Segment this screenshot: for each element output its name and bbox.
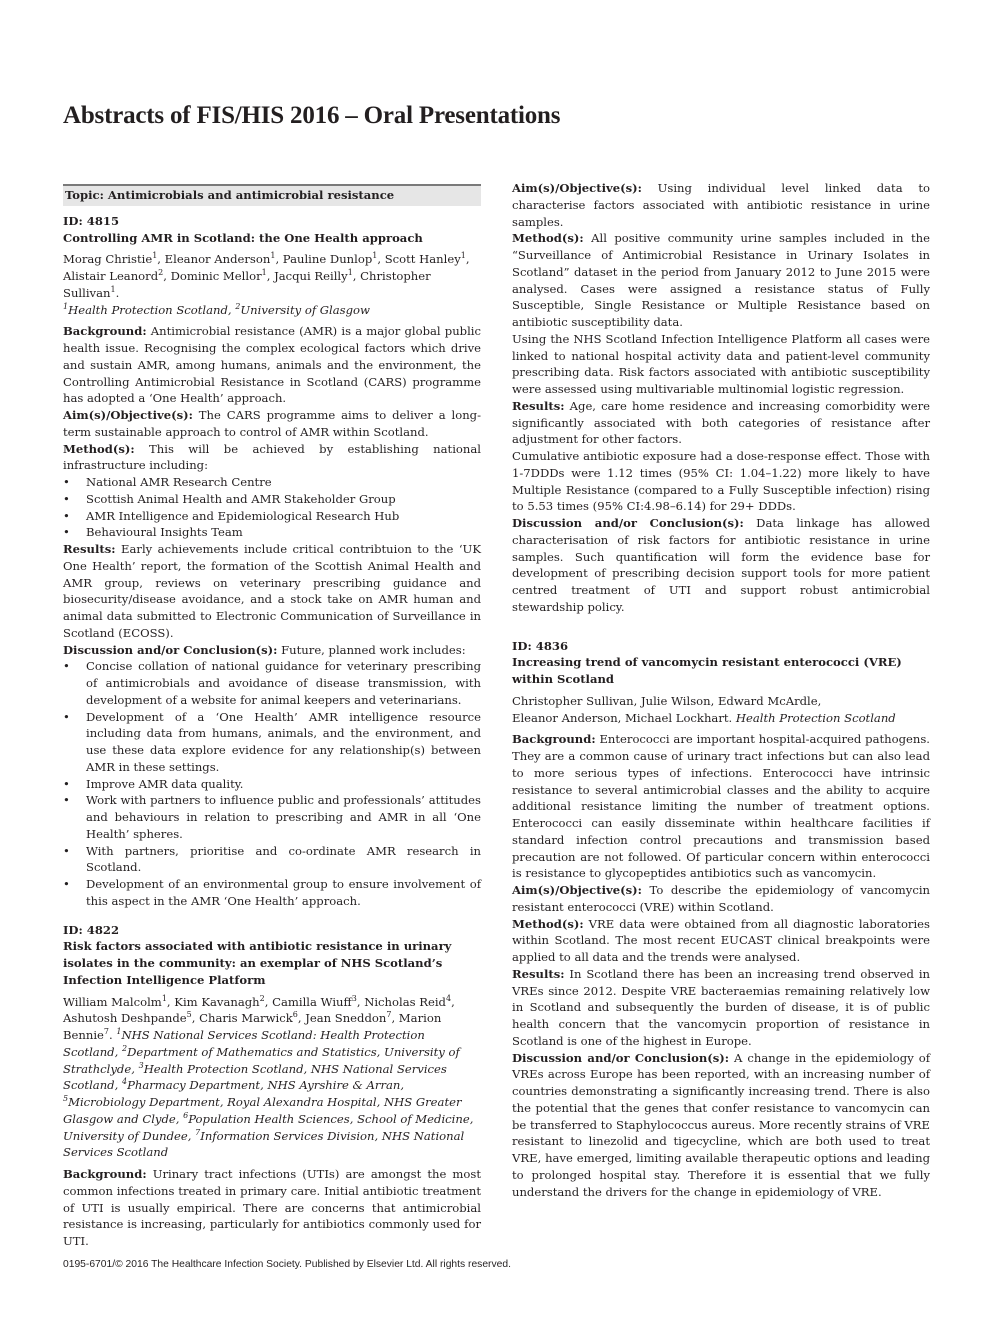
affiliation-mark: 7 [195, 1127, 201, 1137]
section-label: Aim(s)/Objective(s): [512, 181, 642, 195]
list-item: • Development of an environmental group to ensure involvement of this aspect in the AMR ‘One Health’ approach. [63, 876, 481, 910]
abstract-4836 [512, 638, 930, 1201]
discussion-paragraph [512, 1050, 930, 1201]
list-item: • Concise collation of national guidance for veterinary prescribing of antimicrobials and avoidance of disease transmission, with development of a website for animal keepers and veterinarians. [63, 658, 481, 708]
discussion-paragraph [63, 642, 481, 659]
discussion-paragraph [512, 515, 930, 616]
method-paragraph [512, 916, 930, 966]
section-text: VRE data were obtained from all diagnostic laboratories within Scotland. The most recent EUCAST clinical breakpoints were applied to all data and the trends were analysed. [512, 916, 930, 964]
section-label: Method(s): [512, 916, 584, 931]
section-text: Urinary tract infections (UTIs) are amongst the most common infections treated in primary care. Initial antibiotic treatment of UTI is usually empirical. There are concerns that antimicrobial resistance is increasing, particularly for antibiotics commonly used for UTI. [63, 1167, 481, 1248]
author: William Malcolm [63, 994, 162, 1009]
author: , Dominic Mellor [163, 269, 262, 283]
list-item: • Improve AMR data quality. [63, 776, 481, 793]
author-affiliation-mark: 3 [351, 993, 357, 1003]
section-label: Aim(s)/Objective(s): [63, 408, 193, 422]
discussion-list [63, 658, 481, 909]
section-label: Discussion and/or Conclusion(s): [63, 642, 278, 657]
abstract-4822 [63, 922, 481, 1250]
author-affiliation-mark: 7 [386, 1010, 392, 1020]
section-text: To describe the epidemiology of vancomycin resistant enterococci (VRE) within Scotland. [512, 883, 930, 914]
author-list-end: . [115, 285, 120, 300]
author-affiliation-mark: 2 [158, 268, 164, 278]
list-item: • Work with partners to influence public and professionals’ attitudes and behaviours in relation to prescribing and AMR in all ‘One Health’ spheres. [63, 792, 481, 842]
author-line: Christopher Sullivan, Julie Wilson, Edward McArdle, [512, 693, 822, 708]
author-list [63, 251, 481, 318]
abstract-title: Increasing trend of vancomycin resistant enterococci (VRE) within Scotland [512, 655, 902, 686]
author-affiliation-mark: 1 [261, 268, 267, 278]
page-title: Abstracts of FIS/HIS 2016 – Oral Presentations [63, 102, 561, 129]
section-text: Antimicrobial resistance (AMR) is a major global public health issue. Recognising the complex ecological factors which drive and sustain AMR, among humans, animals and the environment, the Controlling Antimicrobial Resistance in Scotland (CARS) programme has adopted a ‘One Health’ approach. [63, 324, 481, 406]
author: , Kim Kavanagh [166, 994, 260, 1009]
affiliation: Health Protection Scotland, [68, 302, 236, 317]
author: Morag Christie [63, 252, 153, 267]
section-text: Data linkage has allowed characterisation of risk factors for antibiotic resistance in urine samples. Such quantification will form the evidence base for development of prescribing decision support tools for more patient centred treatment of UTI and support robust antimicrobial stewardship policy. [512, 516, 930, 614]
author-affiliation-mark: 1 [152, 251, 158, 261]
affiliation: Health Protection Scotland [735, 710, 896, 725]
abstract-id: ID: 4815 [63, 213, 120, 228]
author: , Jacqui Reilly [266, 269, 348, 283]
author: , Jean Sneddon [297, 1011, 387, 1026]
affiliation-mark: 3 [138, 1060, 144, 1070]
affiliation: Pharmacy Department, NHS Ayrshire & Arran, [127, 1078, 405, 1093]
list-item: • Development of a ‘One Health’ AMR intelligence resource including data from humans, animals, and the environment, and use these data explore evidence for any relationship(s) between AMR in these settings. [63, 709, 481, 776]
author-list-end: . [108, 1028, 117, 1042]
affiliation-mark: 2 [235, 301, 241, 311]
abstract-title: Risk factors associated with antibiotic resistance in urinary isolates in the community: an exemplar of NHS Scotland’s Infection Intelligence Platform [63, 939, 452, 987]
affiliation: Microbiology Department, Royal Alexandra Hospital, NHS Greater Glasgow and Clyde, [63, 1095, 462, 1126]
section-label: Aim(s)/Objective(s): [512, 883, 642, 897]
author-affiliation-mark: 1 [347, 268, 353, 278]
section-text: Enterococci are important hospital-acquired pathogens. They are a common cause of urinary tract infections but can also lead to more serious types of infections. Enterococci have intrinsic resistance to several antimicrobial classes and the ability to acquire additional resistance limiting the number of treatment options. Enterococci can easily disseminate within healthcare facilities if standard infection control precautions and transmission based precaution are not followed. Of particular concern within enterococci is resistance to glycopeptides antibiotics such as vancomycin. [512, 732, 930, 881]
abstract-4822-continued [512, 180, 930, 616]
method-paragraph [63, 441, 481, 475]
section-label: Discussion and/or Conclusion(s): [512, 1050, 730, 1065]
author-affiliation-mark: 1 [460, 251, 466, 261]
author-affiliation-mark: 6 [292, 1010, 298, 1020]
section-text: All positive community urine samples included in the “Surveillance of Antimicrobial Resistance in Urinary Isolates in Scotland” dataset in the period from January 2012 to June 2015 were analysed. Cases were assigned a resistance status of Fully Susceptible, Single Resistance or Multiple Resistance based on antibiotic susceptibility data. [512, 231, 930, 329]
list-item: • Behavioural Insights Team [63, 524, 481, 541]
author: , Alistair Leanord [63, 252, 470, 283]
author: , Camilla Wiuff [264, 994, 352, 1009]
affiliations [63, 1028, 473, 1159]
right-column [512, 180, 930, 1200]
affiliation: University of Glasgow [240, 302, 370, 317]
author-line: Eleanor Anderson, Michael Lockhart. [512, 710, 736, 725]
abstract-id: ID: 4822 [63, 922, 120, 937]
abstract-title: Controlling AMR in Scotland: the One Health approach [63, 230, 423, 245]
affiliation: Population Health Sciences, School of Medicine, University of Dundee, [63, 1111, 474, 1143]
section-text: Age, care home residence and increasing comorbidity were significantly associated with both categories of resistance after adjustment for other factors. [512, 398, 930, 447]
list-item: • With partners, prioritise and co-ordinate AMR research in Scotland. [63, 843, 481, 877]
author: , Eleanor Anderson [157, 252, 271, 267]
section-label: Results: [512, 966, 565, 981]
section-text: Early achievements include critical contribtuion to the ‘UK One Health’ report, the formation of the Scottish Animal Health and AMR group, reviews on veterinary prescribing guidance and biosecurity/disease avoidance, and a stock take on AMR human and animal data submitted to Electronic Communication of Surveillance in Scotland (ECOSS). [63, 542, 481, 640]
section-label: Method(s): [63, 441, 135, 456]
list-item: • National AMR Research Centre [63, 474, 481, 491]
abstract-id: ID: 4836 [512, 638, 569, 653]
author: , Scott Hanley [377, 252, 461, 267]
aim-paragraph [512, 882, 930, 916]
aim-paragraph [512, 180, 930, 230]
topic-heading: Topic: Antimicrobials and antimicrobial resistance [63, 184, 481, 206]
affiliation: Health Protection Scotland, NHS National Services Scotland, [63, 1061, 447, 1093]
method-paragraph [512, 230, 930, 331]
affiliation-mark: 5 [63, 1094, 69, 1104]
aim-paragraph [63, 407, 481, 441]
author-affiliation-mark: 5 [186, 1010, 192, 1020]
method-list [63, 474, 481, 541]
author-list [63, 994, 481, 1162]
author-list [512, 693, 930, 727]
section-label: Method(s): [512, 231, 584, 246]
section-label: Background: [63, 324, 147, 339]
affiliation: Information Services Division, NHS National Services Scotland [63, 1128, 465, 1160]
section-label: Background: [63, 1167, 147, 1181]
background-paragraph [63, 323, 481, 407]
section-text: Using individual level linked data to characterise factors associated with antibiotic resistance in urine samples. [512, 181, 930, 229]
affiliation: Department of Mathematics and Statistics, University of Strathclyde, [63, 1044, 460, 1076]
section-label: Background: [512, 732, 596, 747]
section-text: Future, planned work includes: [277, 642, 466, 657]
method-paragraph-continued: Using the NHS Scotland Infection Intelligence Platform all cases were linked to national hospital activity data and patient-level community prescribing data. Risk factors associated with antibiotic susceptibility were assessed using multivariable multinomial logistic regression. [512, 331, 930, 396]
author: , Marion Bennie [63, 1011, 442, 1042]
section-text: This will be achieved by establishing national infrastructure including: [63, 441, 481, 473]
affiliation-mark: 1 [116, 1027, 122, 1037]
author-affiliation-mark: 1 [110, 284, 116, 294]
author-affiliation-mark: 1 [372, 251, 378, 261]
background-paragraph [512, 731, 930, 882]
section-text: In Scotland there has been an increasing trend observed in VREs since 2012. Despite VRE bacteraemias remaining relatively low in Scotland and subsequently the burden of disease, it is of public health concern that the vancomycin proportion of resistance in Scotland is one of the highest in Europe. [512, 966, 930, 1048]
section-text: The CARS programme aims to deliver a long-term sustainable approach to control of AMR within Scotland. [63, 408, 481, 439]
author: , Pauline Dunlop [275, 252, 373, 267]
affiliation-mark: 2 [121, 1043, 128, 1053]
affiliation: NHS National Services Scotland: Health Protection Scotland, [63, 1028, 425, 1059]
list-item: • AMR Intelligence and Epidemiological Research Hub [63, 508, 481, 525]
results-paragraph [63, 541, 481, 642]
author: , Charis Marwick [191, 1011, 293, 1026]
author-affiliation-mark: 2 [259, 993, 265, 1003]
author-affiliation-mark: 7 [103, 1027, 109, 1037]
affiliation-mark: 4 [121, 1077, 128, 1087]
background-paragraph [63, 1166, 481, 1250]
results-paragraph-continued: Cumulative antibiotic exposure had a dose-response effect. Those with 1-7DDDs were 1.12 times (95% CI: 1.04–1.22) more likely to have Multiple Resistance (compared to a Fully Susceptible infection) rising to 5.53 times (95% CI:4.98–6.14) for 29+ DDDs. [512, 449, 930, 514]
abstract-4815 [63, 213, 481, 910]
results-paragraph [512, 966, 930, 1050]
author: , Nicholas Reid [356, 994, 446, 1009]
section-label: Discussion and/or Conclusion(s): [512, 516, 744, 530]
list-item: • Scottish Animal Health and AMR Stakeholder Group [63, 491, 481, 508]
results-paragraph [512, 398, 930, 448]
author: , Christopher Sullivan [63, 269, 431, 300]
affiliations [63, 303, 370, 317]
author-affiliation-mark: 1 [161, 993, 167, 1003]
section-label: Results: [63, 542, 116, 556]
section-text: A change in the epidemiology of VREs across Europe has been reported, with an increasing number of countries demonstrating a significantly increasing trend. There is also the potential that the genes that confer resistance to vancomycin can be transferred to Staphylococcus aureus. More recently strains of VRE resistant to linezolid and tigecycline, which are both used to treat VRE, have emerged, limiting available therapeutic options and leading to prolonged hospital stay. Therefore it is essential that we fully understand the drivers for the change in epidemiology of VRE. [512, 1050, 930, 1199]
left-column [63, 180, 481, 1250]
author-affiliation-mark: 4 [445, 993, 452, 1003]
author: , Ashutosh Deshpande [63, 994, 455, 1026]
copyright-footer: 0195-6701/© 2016 The Healthcare Infection Society. Published by Elsevier Ltd. All rights reserved. [63, 1259, 511, 1270]
author-affiliation-mark: 1 [270, 251, 276, 261]
affiliation-mark: 1 [63, 301, 69, 311]
affiliation-mark: 6 [183, 1110, 189, 1120]
section-label: Results: [512, 398, 565, 413]
